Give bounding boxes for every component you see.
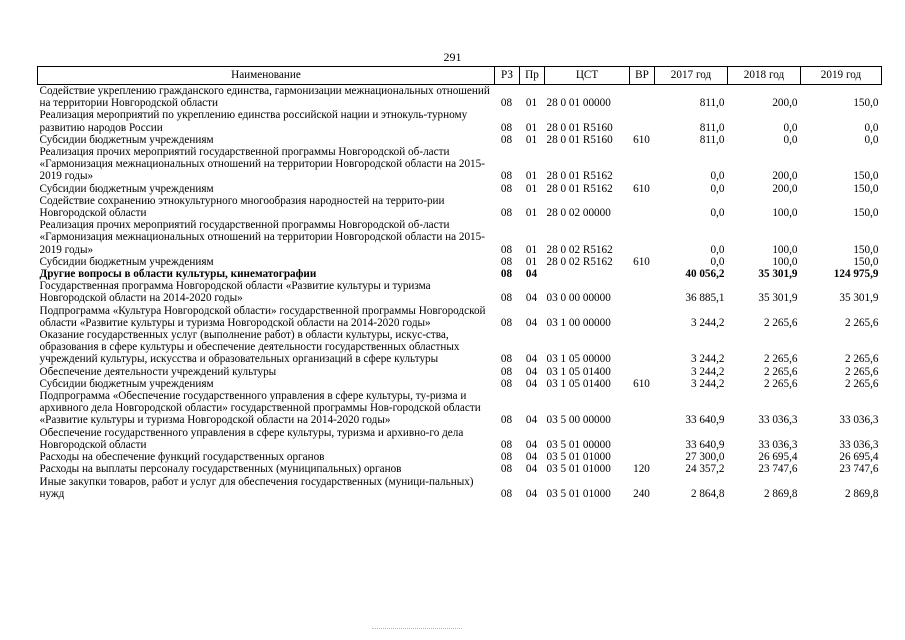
row-value-2017: 2 864,8 [690, 487, 725, 500]
row-value-2019: 2 265,6 [844, 316, 879, 329]
row-vr: 610 [633, 255, 650, 268]
row-pr: 04 [525, 463, 538, 476]
header-2019: 2019 год [801, 67, 882, 85]
page-number: 291 [443, 50, 462, 64]
row-value-2019: 35 301,9 [839, 292, 879, 305]
row-value-2017: 0,0 [710, 182, 725, 195]
row-pr: 04 [525, 438, 538, 451]
row-value-2017: 3 244,2 [690, 377, 725, 390]
row-rz: 08 [500, 268, 513, 281]
row-value-2018: 2 265,6 [763, 377, 798, 390]
table-row [38, 427, 882, 451]
row-value-2019: 150,0 [853, 182, 879, 195]
row-pr: 01 [525, 182, 538, 195]
header-pr: Пр [520, 67, 545, 85]
row-name: Субсидии бюджетным учреждениям [39, 255, 214, 268]
header-2018: 2018 год [728, 67, 801, 85]
table-row [38, 329, 882, 366]
table-row [38, 280, 882, 304]
row-name: Обеспечение деятельности учреждений культуры [39, 365, 277, 378]
row-value-2018: 100,0 [772, 243, 798, 256]
row-value-2018: 35 301,9 [758, 292, 798, 305]
row-pr: 01 [525, 243, 538, 256]
row-vr: 610 [633, 133, 650, 146]
row-value-2019: 2 869,8 [844, 487, 879, 500]
row-pr: 04 [525, 451, 538, 464]
row-vr [630, 195, 655, 219]
row-value-2018: 23 747,6 [758, 463, 798, 476]
row-vr [630, 390, 655, 427]
row-pr: 04 [525, 365, 538, 378]
row-name: Реализация прочих мероприятий государственной программы Новгородской об-ласти «Гармонизация межнациональных отношений на территории Новгородской области на 2015-2019 годы» [39, 146, 485, 183]
row-rz: 08 [500, 316, 513, 329]
row-value-2017: 0,0 [710, 207, 725, 220]
row-value-2018: 0,0 [783, 121, 798, 134]
row-value-2018: 33 036,3 [758, 414, 798, 427]
row-cst: 03 5 00 00000 [546, 414, 611, 427]
row-cst: 03 0 00 00000 [546, 292, 611, 305]
row-value-2018: 2 265,6 [763, 365, 798, 378]
budget-table [37, 66, 882, 500]
table-row [38, 195, 882, 219]
row-cst: 03 1 05 01400 [546, 365, 611, 378]
row-value-2017: 24 357,2 [685, 463, 725, 476]
row-name: Другие вопросы в области культуры, кинематографии [39, 268, 317, 281]
row-rz: 08 [500, 243, 513, 256]
table-row [38, 219, 882, 256]
row-value-2019: 2 265,6 [844, 365, 879, 378]
row-value-2017: 3 244,2 [690, 316, 725, 329]
row-value-2018: 0,0 [783, 133, 798, 146]
row-value-2018: 33 036,3 [758, 438, 798, 451]
row-name: Субсидии бюджетным учреждениям [39, 377, 214, 390]
row-value-2019: 0,0 [864, 121, 879, 134]
row-rz: 08 [500, 487, 513, 500]
row-cst: 28 0 01 R5160 [546, 121, 613, 134]
row-rz: 08 [500, 207, 513, 220]
row-pr: 01 [525, 170, 538, 183]
row-value-2017: 33 640,9 [685, 414, 725, 427]
row-value-2018: 35 301,9 [758, 268, 798, 281]
row-name: Содействие сохранению этнокультурного многообразия народностей на террито-рии Новгородской области [39, 194, 445, 220]
row-vr [630, 109, 655, 133]
table-row [38, 256, 882, 268]
row-vr: 120 [633, 463, 650, 476]
row-value-2017: 3 244,2 [690, 353, 725, 366]
row-value-2018: 200,0 [772, 170, 798, 183]
row-cst: 03 5 01 01000 [546, 487, 611, 500]
row-value-2019: 2 265,6 [844, 353, 879, 366]
row-rz: 08 [500, 133, 513, 146]
row-vr [630, 268, 655, 280]
row-vr [630, 85, 655, 110]
row-value-2017: 27 300,0 [685, 451, 725, 464]
row-name: Расходы на обеспечение функций государственных органов [39, 451, 325, 464]
row-value-2018: 2 265,6 [763, 353, 798, 366]
scan-artifact [372, 628, 462, 633]
row-value-2017: 40 056,2 [685, 268, 725, 281]
row-pr: 04 [525, 414, 538, 427]
row-cst [545, 268, 630, 280]
row-pr: 04 [525, 353, 538, 366]
row-rz: 08 [500, 170, 513, 183]
row-name: Подпрограмма «Культура Новгородской области» государственной программы Новгородской области «Развитие культуры и туризма Новгородской области на 2014-2020 годы» [39, 304, 486, 329]
row-cst: 28 0 01 R5162 [546, 170, 613, 183]
row-rz: 08 [500, 451, 513, 464]
row-pr: 01 [525, 133, 538, 146]
row-name: Обеспечение государственного управления в сфере культуры, туризма и архивно-го дела Новгородской области [39, 426, 464, 451]
row-cst: 28 0 01 00000 [546, 97, 611, 110]
table-row [38, 109, 882, 133]
row-value-2017: 811,0 [699, 97, 725, 110]
row-pr: 04 [525, 292, 538, 305]
row-value-2018: 100,0 [772, 207, 798, 220]
row-cst: 03 1 00 00000 [546, 316, 611, 329]
row-rz: 08 [500, 377, 513, 390]
row-name: Иные закупки товаров, работ и услуг для обеспечения государственных (муници-пальных) нужд [39, 475, 474, 500]
row-value-2019: 2 265,6 [844, 377, 879, 390]
table-row [38, 378, 882, 390]
row-vr [630, 427, 655, 451]
row-value-2019: 124 975,9 [833, 268, 879, 281]
row-value-2019: 150,0 [853, 97, 879, 110]
row-cst: 03 5 01 01000 [546, 463, 611, 476]
row-value-2017: 811,0 [699, 121, 725, 134]
row-vr: 240 [633, 487, 650, 500]
table-row [38, 183, 882, 195]
row-vr: 610 [633, 377, 650, 390]
row-pr: 01 [525, 207, 538, 220]
table-row [38, 305, 882, 329]
row-vr: 610 [633, 182, 650, 195]
row-value-2019: 33 036,3 [839, 414, 879, 427]
row-pr: 01 [525, 121, 538, 134]
row-value-2019: 150,0 [853, 207, 879, 220]
row-vr [630, 329, 655, 366]
row-vr [630, 305, 655, 329]
header-2017: 2017 год [655, 67, 728, 85]
row-value-2017: 33 640,9 [685, 438, 725, 451]
row-cst: 28 0 01 R5162 [546, 182, 613, 195]
row-cst: 28 0 02 00000 [546, 207, 611, 220]
table-row [38, 390, 882, 427]
row-value-2019: 23 747,6 [839, 463, 879, 476]
row-value-2017: 0,0 [710, 243, 725, 256]
row-value-2019: 150,0 [853, 255, 879, 268]
row-name: Субсидии бюджетным учреждениям [39, 182, 214, 195]
row-value-2017: 36 885,1 [685, 292, 725, 305]
row-value-2019: 26 695,4 [839, 451, 879, 464]
row-cst: 03 1 05 00000 [546, 353, 611, 366]
row-value-2018: 200,0 [772, 182, 798, 195]
row-vr [630, 146, 655, 183]
row-cst: 28 0 01 R5160 [546, 133, 613, 146]
row-name: Реализация мероприятий по укреплению единства российской нации и этнокуль-турному развитию народов России [39, 109, 468, 134]
row-cst: 28 0 02 R5162 [546, 243, 613, 256]
table-body [38, 85, 882, 500]
row-pr: 04 [525, 268, 538, 281]
row-value-2017: 0,0 [710, 170, 725, 183]
row-value-2019: 33 036,3 [839, 438, 879, 451]
row-value-2018: 2 869,8 [763, 487, 798, 500]
row-name: Государственная программа Новгородской области «Развитие культуры и туризма Новгородской области на 2014-2020 годы» [39, 280, 431, 305]
row-name: Оказание государственных услуг (выполнение работ) в области культуры, искус-ства, образования в сфере культуры и обеспечение деятельности государственных областных учреждений культуры, искусства и образовательных организаций в сфере культуры [39, 329, 460, 366]
row-vr [630, 219, 655, 256]
row-name: Реализация прочих мероприятий государственной программы Новгородской об-ласти «Гармонизация межнациональных отношений на территории Новгородской области на 2015-2019 годы» [39, 219, 485, 256]
header-vr: ВР [630, 67, 655, 85]
row-value-2018: 26 695,4 [758, 451, 798, 464]
row-rz: 08 [500, 255, 513, 268]
table-row [38, 451, 882, 463]
row-pr: 01 [525, 255, 538, 268]
table-row [38, 476, 882, 500]
row-value-2019: 0,0 [864, 133, 879, 146]
row-value-2019: 150,0 [853, 170, 879, 183]
row-value-2018: 200,0 [772, 97, 798, 110]
row-value-2018: 2 265,6 [763, 316, 798, 329]
row-pr: 04 [525, 316, 538, 329]
row-value-2017: 0,0 [710, 255, 725, 268]
row-value-2017: 3 244,2 [690, 365, 725, 378]
row-vr [630, 280, 655, 304]
header-name: Наименование [38, 67, 495, 85]
row-rz: 08 [500, 121, 513, 134]
row-rz: 08 [500, 438, 513, 451]
row-pr: 04 [525, 377, 538, 390]
row-cst: 03 5 01 01000 [546, 451, 611, 464]
header-rz: РЗ [495, 67, 520, 85]
row-vr [630, 366, 655, 378]
row-rz: 08 [500, 292, 513, 305]
row-value-2017: 811,0 [699, 133, 725, 146]
row-pr: 01 [525, 97, 538, 110]
table-row [38, 463, 882, 475]
row-rz: 08 [500, 97, 513, 110]
row-name: Субсидии бюджетным учреждениям [39, 133, 214, 146]
row-cst: 03 5 01 00000 [546, 438, 611, 451]
table-row [38, 85, 882, 110]
row-rz: 08 [500, 463, 513, 476]
row-rz: 08 [500, 353, 513, 366]
row-name: Подпрограмма «Обеспечение государственного управления в сфере культуры, ту-ризма и архивного дела Новгородской области» государственной программы Нов-городской области «Развитие культуры и туризма Новгородской области на 2014-2020 годы» [39, 390, 481, 427]
table-row [38, 366, 882, 378]
row-value-2019: 150,0 [853, 243, 879, 256]
row-rz: 08 [500, 182, 513, 195]
table-header-row [38, 67, 882, 85]
header-cst: ЦСТ [545, 67, 630, 85]
row-value-2018: 100,0 [772, 255, 798, 268]
table-row [38, 146, 882, 183]
row-name: Содействие укреплению гражданского единства, гармонизации межнациональных отношений на территории Новгородской области [39, 85, 490, 110]
row-name: Расходы на выплаты персоналу государственных (муниципальных) органов [39, 463, 402, 476]
row-cst: 03 1 05 01400 [546, 377, 611, 390]
row-rz: 08 [500, 414, 513, 427]
row-vr [630, 451, 655, 463]
row-pr: 04 [525, 487, 538, 500]
row-rz: 08 [500, 365, 513, 378]
table-row [38, 268, 882, 280]
row-cst: 28 0 02 R5162 [546, 255, 613, 268]
table-row [38, 134, 882, 146]
